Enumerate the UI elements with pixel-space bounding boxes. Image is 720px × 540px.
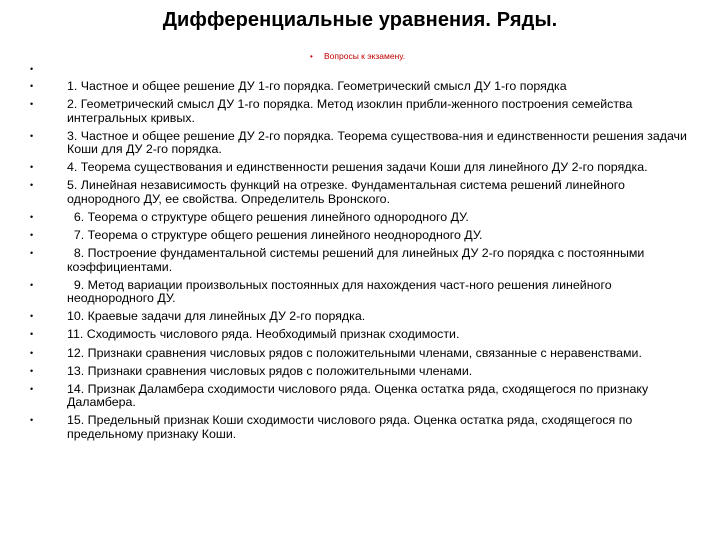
list-item [0, 328, 720, 342]
subtitle-row [310, 51, 405, 61]
bullet-icon: • [30, 248, 34, 259]
question-text: 8. Построение фундаментальной системы решений для линейных ДУ 2-го порядка с постоянными коэффициентами. [67, 246, 648, 274]
question-list [0, 80, 720, 446]
list-item [0, 383, 720, 410]
list-item [0, 279, 720, 306]
bullet-icon: • [30, 230, 34, 241]
list-item [0, 365, 720, 379]
list-item [0, 347, 720, 361]
list-item [0, 161, 720, 175]
list-item [0, 414, 720, 441]
list-item [0, 229, 720, 243]
bullet-icon: • [30, 383, 34, 394]
bullet-icon: • [30, 180, 34, 191]
question-text: 3. Частное и общее решение ДУ 2-го порядка. Теорема существова-ния и единственности решения задачи Коши для ДУ 2-го порядка. [67, 128, 687, 157]
bullet-icon: • [30, 311, 34, 322]
bullet-icon: • [310, 52, 313, 61]
question-text: 7. Теорема о структуре общего решения линейного неоднородного ДУ. [67, 228, 483, 243]
list-item [0, 211, 720, 225]
list-item [0, 98, 720, 125]
question-text: 10. Краевые задачи для линейных ДУ 2-го порядка. [67, 309, 366, 324]
question-text: 2. Геометрический смысл ДУ 1-го порядка. Метод изоклин прибли-женного построения семейства интегральных кривых. [67, 97, 633, 125]
question-text: 4. Теорема существования и единственности решения задачи Коши для линейного ДУ 2-го порядка. [67, 160, 648, 175]
list-item [0, 247, 720, 274]
question-text: 6. Теорема о структуре общего решения линейного однородного ДУ. [67, 209, 469, 224]
bullet-icon: • [30, 64, 34, 74]
question-text: 15. Предельный признак Коши сходимости числового ряда. Оценка остатка ряда, сходящегося по предельному признаку Коши. [67, 413, 633, 441]
bullet-icon: • [30, 365, 34, 376]
bullet-icon: • [30, 329, 34, 340]
bullet-icon: • [30, 130, 34, 141]
question-text: 12. Признаки сравнения числовых рядов с положительными членами, связанные с неравенствами. [67, 345, 642, 360]
list-item [0, 130, 720, 157]
list-item [0, 310, 720, 324]
subtitle: Вопросы к экзамену. [324, 51, 406, 61]
bullet-icon: • [30, 279, 34, 290]
bullet-icon: • [30, 162, 34, 173]
question-text: 14. Признак Даламбера сходимости числового ряда. Оценка остатка ряда, сходящегося по признаку Даламбера. [67, 381, 649, 410]
question-text: 1. Частное и общее решение ДУ 1-го порядка. Геометрический смысл ДУ 1-го порядка [67, 79, 567, 93]
bullet-icon: • [30, 347, 34, 358]
question-text: 9. Метод вариации произвольных постоянных для нахождения част-ного решения линейного неоднородного ДУ. [67, 277, 616, 306]
bullet-icon: • [30, 99, 34, 110]
bullet-icon: • [30, 81, 34, 91]
question-text: 13. Признаки сравнения числовых рядов с положительными членами. [67, 363, 473, 378]
list-item [0, 80, 720, 94]
question-text: 5. Линейная независимость функций на отрезке. Фундаментальная система решений линейного однородного ДУ, ее свойства. Определитель Вронского. [67, 178, 625, 206]
bullet-icon: • [30, 211, 34, 222]
bullet-icon: • [30, 415, 34, 426]
page-title: Дифференциальные уравнения. Ряды. [162, 9, 558, 31]
list-item [0, 179, 720, 206]
question-text: 11. Сходимость числового ряда. Необходимый признак сходимости. [67, 327, 460, 342]
